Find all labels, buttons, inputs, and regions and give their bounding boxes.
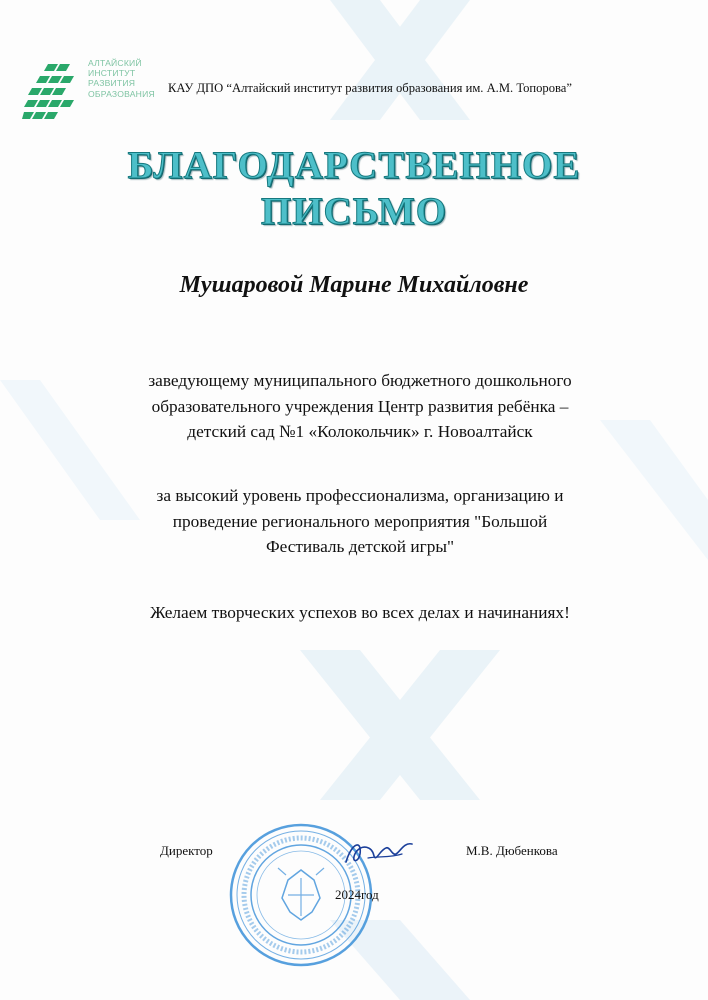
logo-line: ОБРАЗОВАНИЯ xyxy=(88,88,155,99)
logo-text xyxy=(88,58,178,99)
position-line: заведующему муниципального бюджетного дошкольного xyxy=(148,371,572,390)
logo-line: РАЗВИТИЯ xyxy=(88,78,136,89)
wish-text xyxy=(60,600,660,626)
reason-block xyxy=(60,483,660,560)
document-date: 2024год xyxy=(335,887,379,902)
position-line: образовательного учреждения Центр развития ребёнка – xyxy=(151,396,569,416)
recipient-name: Мушаровой Марине Михайловне xyxy=(179,272,529,298)
reason-line: Фестиваль детской игры" xyxy=(265,537,455,556)
position-block xyxy=(60,368,660,445)
logo-line: ИНСТИТУТ xyxy=(88,68,136,79)
document-title xyxy=(0,143,708,235)
position-line: детский сад №1 «Колокольчик» г. Новоалтайск xyxy=(187,422,533,441)
director-label: Директор xyxy=(160,843,213,858)
logo-line: АЛТАЙСКИЙ xyxy=(88,58,142,68)
title-line-2: ПИСЬМО xyxy=(260,190,448,233)
wish-line: Желаем творческих успехов во всех делах и начинаниях! xyxy=(150,603,570,622)
organization-header: КАУ ДПО “Алтайский институт развития образования им. А.М. Топорова” xyxy=(168,81,572,95)
director-name: М.В. Дюбенкова xyxy=(466,843,558,858)
title-line-1: БЛАГОДАРСТВЕННОЕ xyxy=(127,144,581,187)
reason-line: за высокий уровень профессионализма, организацию и xyxy=(156,486,564,505)
logo-mark-icon xyxy=(22,58,86,124)
institute-logo xyxy=(22,58,172,128)
reason-line: проведение регионального мероприятия "Большой xyxy=(172,511,548,531)
director-signature xyxy=(338,832,418,872)
